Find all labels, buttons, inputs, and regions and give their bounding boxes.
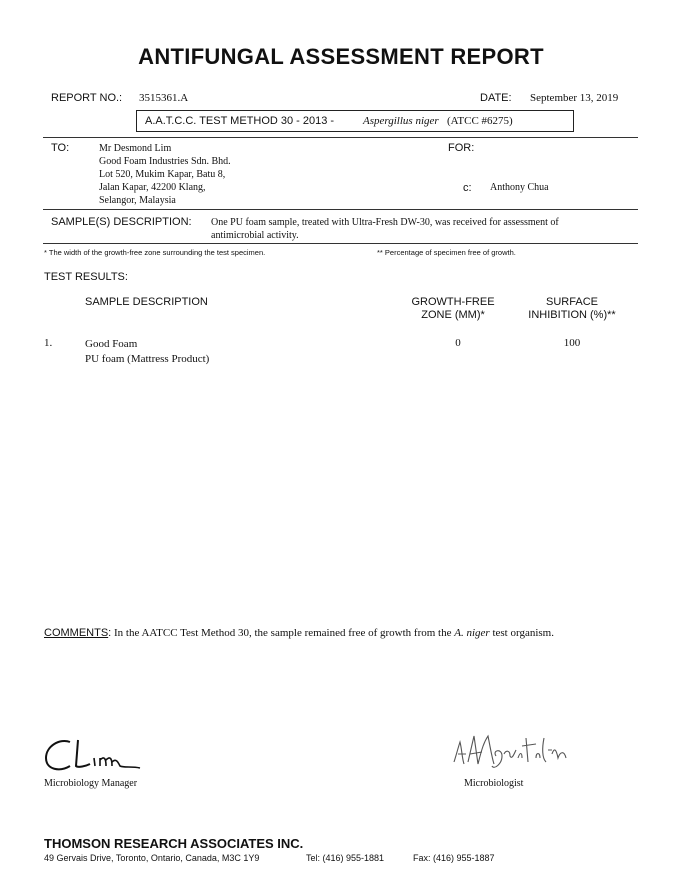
- row-inhibition-value: 100: [563, 337, 581, 349]
- comments-organism: A. niger: [454, 627, 490, 639]
- footnote-growth-free: * The width of the growth-free zone surrounding the test specimen.: [44, 248, 266, 257]
- manager-signature: [42, 736, 152, 776]
- footer-tel: Tel: (416) 955-1881: [306, 853, 385, 863]
- row-sample: [85, 337, 209, 367]
- report-no-label: REPORT NO.:: [51, 92, 123, 104]
- row-number: 1.: [44, 337, 53, 349]
- recipient-address: [99, 142, 231, 207]
- comments-text-end: test organism.: [492, 627, 554, 639]
- date-label: DATE:: [480, 92, 512, 104]
- column-header-growth-free: [403, 296, 503, 321]
- sample-description-label: SAMPLE(S) DESCRIPTION:: [51, 216, 192, 228]
- address-line: Good Foam Industries Sdn. Bhd.: [99, 156, 231, 167]
- column-header-surface-line: INHIBITION (%)**: [528, 309, 616, 321]
- row-sample-name: Good Foam: [85, 338, 138, 350]
- for-label: FOR:: [448, 142, 475, 154]
- footnote-inhibition: ** Percentage of specimen free of growth.: [377, 248, 516, 257]
- row-growth-free-value: 0: [455, 337, 461, 349]
- cc-label: c:: [463, 182, 472, 194]
- column-header-growth-free-line: GROWTH-FREE: [411, 296, 495, 308]
- row-sample-detail: PU foam (Mattress Product): [85, 353, 210, 365]
- test-organism-atcc: (ATCC #6275): [447, 115, 513, 127]
- test-method-box: [136, 110, 574, 132]
- test-organism: Aspergillus niger: [363, 115, 439, 127]
- cc-name: Anthony Chua: [490, 182, 549, 193]
- test-method-label: A.A.T.C.C. TEST METHOD 30 - 2013 -: [145, 115, 335, 127]
- test-results-label: TEST RESULTS:: [44, 271, 128, 283]
- column-header-growth-free-line: ZONE (MM)*: [421, 309, 485, 321]
- comments-text: In the AATCC Test Method 30, the sample remained free of growth from the: [113, 627, 452, 639]
- divider-top: [43, 137, 638, 138]
- to-label: TO:: [51, 142, 70, 154]
- sample-description-line: One PU foam sample, treated with Ultra-Fresh DW-30, was received for assessment of: [211, 217, 559, 228]
- date-value: September 13, 2019: [530, 92, 619, 104]
- microbiologist-signature: [448, 728, 578, 772]
- microbiologist-title: Microbiologist: [464, 778, 524, 789]
- sample-description-text: [211, 216, 559, 242]
- footer-address: 49 Gervais Drive, Toronto, Ontario, Canada, M3C 1Y9: [44, 853, 260, 863]
- report-no-value: 3515361.A: [139, 92, 189, 104]
- manager-title: Microbiology Manager: [44, 778, 138, 789]
- divider-bottom: [43, 243, 638, 244]
- sample-description-line: antimicrobial activity.: [211, 230, 299, 241]
- comments-label: COMMENTS: [44, 627, 109, 639]
- column-header-surface-line: SURFACE: [546, 296, 598, 308]
- footer-fax: Fax: (416) 955-1887: [413, 853, 495, 863]
- address-line: Lot 520, Mukim Kapar, Batu 8,: [99, 169, 226, 180]
- comments: COMMENTS: In the AATCC Test Method 30, the sample remained free of growth from the A. niger test organism.: [44, 627, 554, 639]
- divider-middle: [43, 209, 638, 210]
- address-line: Selangor, Malaysia: [99, 195, 176, 206]
- column-header-sample: SAMPLE DESCRIPTION: [85, 296, 208, 308]
- address-line: Jalan Kapar, 42200 Klang,: [99, 182, 206, 193]
- column-header-surface-inhibition: [524, 296, 620, 321]
- address-line: Mr Desmond Lim: [99, 143, 172, 154]
- report-title: ANTIFUNGAL ASSESSMENT REPORT: [138, 44, 544, 69]
- footer-company: THOMSON RESEARCH ASSOCIATES INC.: [44, 836, 304, 851]
